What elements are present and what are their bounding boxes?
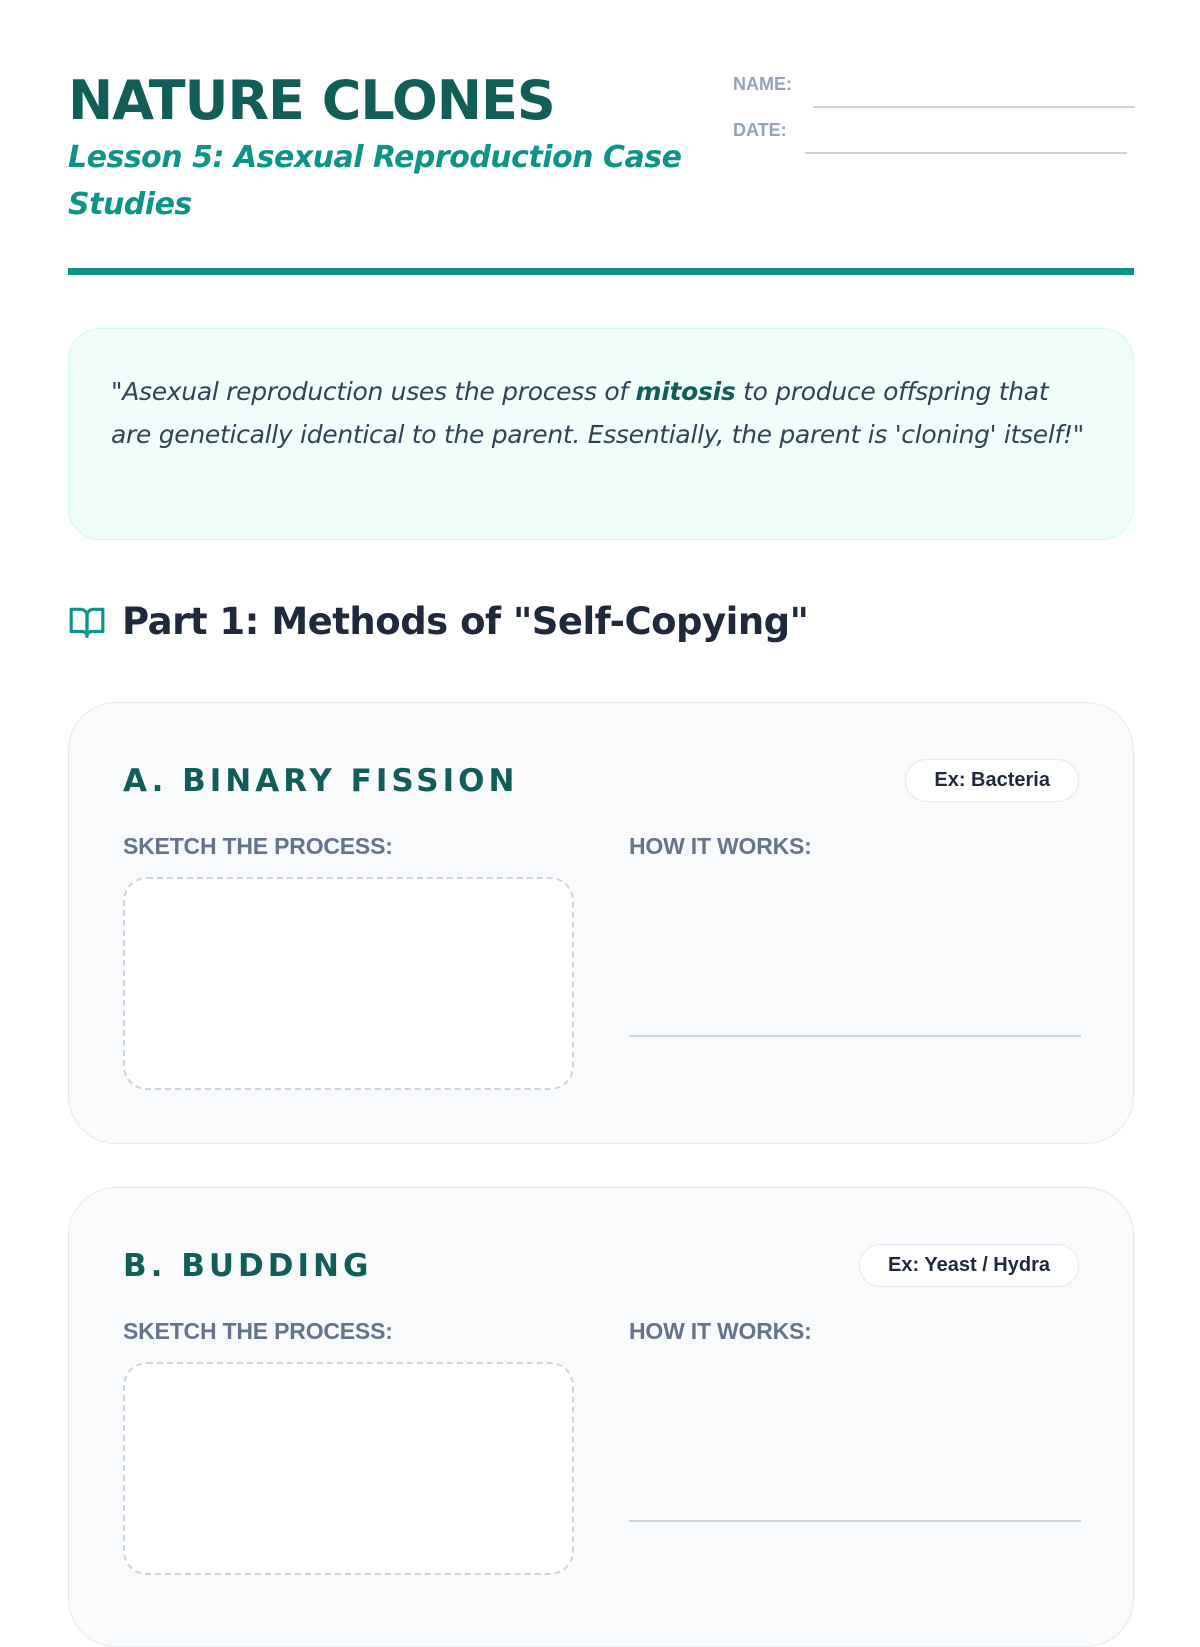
worksheet-header [68, 0, 1134, 276]
example-badge: Ex: Bacteria [905, 759, 1079, 802]
worksheet-page [68, 0, 1134, 1344]
sketch-label: SKETCH THE PROCESS: [123, 833, 393, 859]
method-title: B. BUDDING [123, 1248, 373, 1284]
sketch-label: SKETCH THE PROCESS: [123, 1318, 393, 1344]
date-label: DATE: [733, 120, 787, 140]
how-it-works-label: HOW IT WORKS: [629, 833, 812, 859]
name-field[interactable] [733, 70, 1137, 116]
worksheet-title: NATURE CLONES [68, 69, 555, 132]
part1-title: Part 1: Methods of "Self-Copying" [122, 600, 809, 643]
date-write-line[interactable] [805, 152, 1127, 154]
part1-heading [68, 598, 808, 646]
definition-callout [68, 328, 1134, 540]
student-info-fields [733, 70, 1137, 162]
quote-text-end: to produce offspring that are genetically identical to the parent. Essentially, the parent is 'cloning' itself!" [111, 377, 1084, 449]
lesson-subtitle: Lesson 5: Asexual Reproduction Case Studies [68, 140, 682, 222]
book-open-icon [68, 603, 106, 641]
definition-quote [111, 370, 1093, 456]
how-it-works-label: HOW IT WORKS: [629, 1318, 812, 1344]
method-card-binary-fission [68, 702, 1134, 1144]
quote-keyword: mitosis [635, 377, 736, 406]
header-divider [68, 268, 1134, 275]
sketch-box[interactable] [123, 1362, 574, 1575]
answer-write-line[interactable] [629, 1035, 1081, 1037]
method-card-budding [68, 1187, 1134, 1647]
method-title: A. BINARY FISSION [123, 763, 519, 799]
answer-write-line[interactable] [629, 1520, 1081, 1522]
name-write-line[interactable] [813, 106, 1135, 108]
sketch-box[interactable] [123, 877, 574, 1090]
quote-text-start: "Asexual reproduction uses the process of [111, 377, 636, 406]
date-field[interactable] [733, 116, 1137, 162]
example-badge: Ex: Yeast / Hydra [859, 1244, 1079, 1287]
name-label: NAME: [733, 74, 792, 94]
